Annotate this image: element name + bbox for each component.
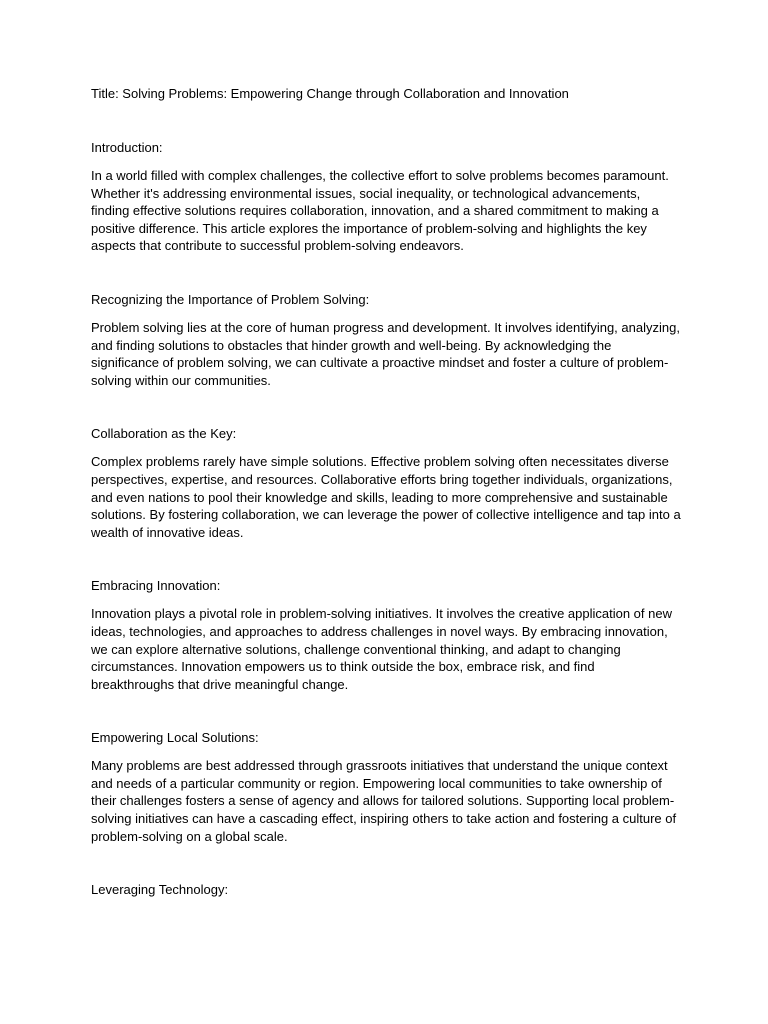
introduction-paragraph: In a world filled with complex challenges, the collective effort to solve problems becomes paramount. Whether it's addressing environmental issues, social inequality, or technological advancements, finding effective solutions requires collaboration, innovation, and a shared commitment to making a positive difference. This article explores the importance of problem-solving and highlights the key aspects that contribute to successful problem-solving endeavors.	[91, 168, 669, 254]
section-collaboration	[91, 425, 681, 541]
section-innovation	[91, 577, 681, 693]
document-content	[91, 85, 681, 899]
section-heading: Empowering Local Solutions:	[91, 730, 259, 746]
introduction-heading: Introduction:	[91, 140, 163, 155]
section-paragraph: Complex problems rarely have simple solutions. Effective problem solving often necessitates diverse perspectives, expertise, and resources. Collaborative efforts bring together individuals, organizations, and even nations to pool their knowledge and skills, leading to more comprehensive and sustainable solutions. By fostering collaboration, we can leverage the power of collective intelligence and tap into a wealth of innovative ideas.	[91, 454, 681, 540]
section-heading: Recognizing the Importance of Problem Solving:	[91, 291, 370, 307]
section-technology	[91, 881, 681, 899]
section-importance	[91, 291, 681, 389]
introduction-section	[91, 139, 681, 255]
section-paragraph: Innovation plays a pivotal role in problem-solving initiatives. It involves the creative application of new ideas, technologies, and approaches to address challenges in novel ways. By embracing innovation, we can explore alternative solutions, challenge conventional thinking, and adapt to changing circumstances. Innovation empowers us to think outside the box, embrace risk, and find breakthroughs that drive meaningful change.	[91, 606, 672, 692]
section-local-solutions	[91, 729, 681, 845]
document-title: Title: Solving Problems: Empowering Change through Collaboration and Innovation	[91, 86, 569, 101]
section-paragraph: Problem solving lies at the core of human progress and development. It involves identifying, analyzing, and finding solutions to obstacles that hinder growth and well-being. By acknowledging the significance of problem solving, we can cultivate a proactive mindset and foster a culture of problem-solving within our communities.	[91, 319, 680, 388]
section-heading: Leveraging Technology:	[91, 882, 229, 898]
section-heading: Embracing Innovation:	[91, 578, 221, 594]
section-heading: Collaboration as the Key:	[91, 426, 237, 442]
section-paragraph: Many problems are best addressed through grassroots initiatives that understand the unique context and needs of a particular community or region. Empowering local communities to take ownership of their challenges fosters a sense of agency and allows for tailored solutions. Supporting local problem-solving initiatives can have a cascading effect, inspiring others to take action and fostering a culture of problem-solving on a global scale.	[91, 758, 677, 844]
